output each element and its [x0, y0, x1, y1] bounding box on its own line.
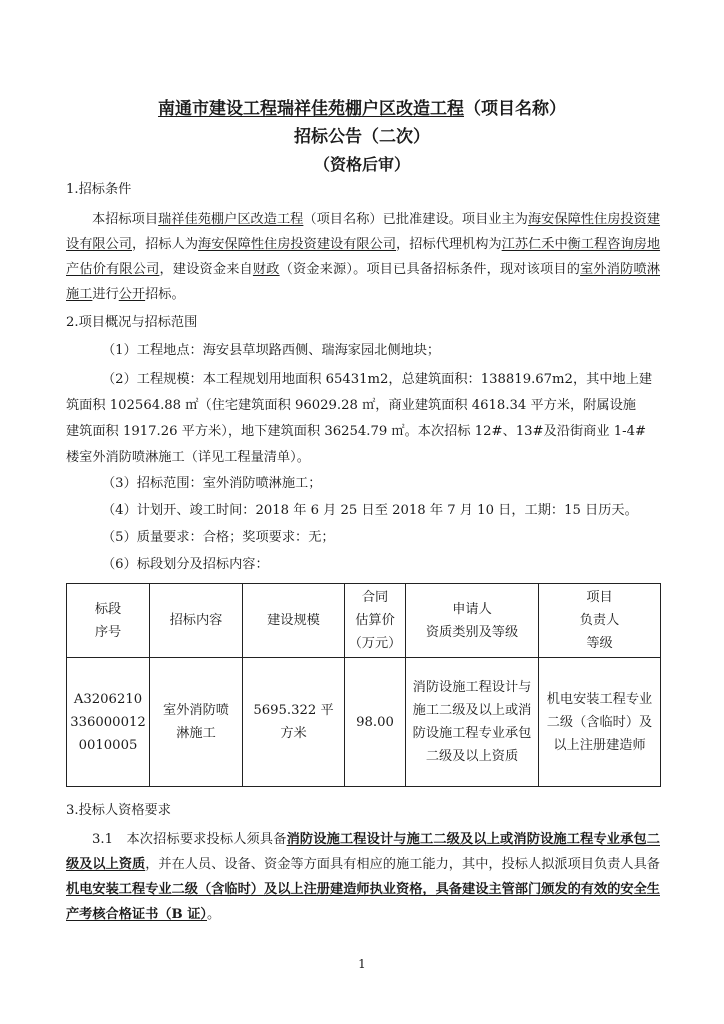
title-block — [0, 95, 724, 181]
header-text: 标段 — [94, 601, 122, 617]
s1-method: 公开 — [118, 287, 146, 302]
cell-scale: 5695.322 平方米 — [243, 658, 345, 787]
header-text: 资质类别及等级 — [425, 624, 519, 640]
s1-owner: 海安保障性住房投资建设有限公司 — [66, 212, 661, 252]
s3-qualification: 消防设施工程设计与施工二级及以上或消防设施工程专业承包二级及以上资质 — [66, 832, 660, 872]
header-applicant — [406, 584, 539, 658]
header-text: 序号 — [94, 624, 122, 640]
s1-text: ，建设资金来自 — [159, 262, 253, 277]
cell-applicant: 消防设施工程设计与施工二级及以上或消防设施工程专业承包二级及以上资质 — [406, 658, 539, 787]
section3-heading: 3.投标人资格要求 — [66, 803, 171, 818]
review-mode: （资格后审） — [313, 155, 410, 174]
s1-scope: 室外消防喷淋施工 — [66, 262, 661, 302]
header-text: （万元） — [348, 636, 402, 651]
header-text: 项目 — [586, 590, 613, 605]
project-scale-line-4: 楼室外消防喷淋施工（详见工程量清单）。 — [66, 450, 310, 465]
cell-content: 室外消防喷淋施工 — [150, 658, 243, 787]
s3-text: ，并在人员、设备、资金等方面具有相应的施工能力，其中，投标人拟派项目负责人具备 — [145, 857, 660, 872]
cell-manager: 机电安装工程专业二级（含临时）及以上注册建造师 — [539, 658, 661, 787]
quality-requirement: （5）质量要求：合格；奖项要求：无； — [102, 530, 335, 545]
table-header-row — [67, 584, 661, 658]
s1-fund: 财政 — [252, 262, 280, 277]
s1-project: 瑞祥佳苑棚户区改造工程 — [158, 212, 304, 227]
s1-text: ，招标代理机构为 — [396, 237, 502, 252]
header-text: 估算价 — [355, 613, 395, 628]
header-text: 申请人 — [452, 601, 492, 617]
page-title — [0, 95, 724, 123]
header-scale: 建设规模 — [243, 584, 345, 658]
announcement-title: 招标公告（二次） — [294, 127, 430, 147]
s1-tenderer: 海安保障性住房投资建设有限公司 — [198, 237, 397, 252]
s1-text: ，招标人为 — [132, 237, 199, 252]
header-manager — [539, 584, 661, 658]
header-price — [345, 584, 406, 658]
cell-lot-no: A32062103360000120010005 — [67, 658, 150, 787]
header-text: 负责人 — [579, 613, 620, 628]
page-number: 1 — [358, 957, 366, 971]
bid-lots-table — [66, 583, 661, 787]
s1-text: 进行 — [92, 287, 119, 302]
header-text: 合同 — [361, 590, 389, 605]
section1-paragraph — [66, 207, 660, 307]
s1-text: （项目名称）已批准建设。项目业主为 — [303, 212, 528, 227]
header-lot-no — [67, 584, 150, 658]
s1-text: （资金来源）。项目已具备招标条件，现对该项目的 — [279, 262, 581, 277]
s3-text: 3.1 本次招标要求投标人须具备 — [92, 832, 287, 847]
schedule: （4）计划开、竣工时间：2018 年 6 月 25 日至 2018 年 7 月 10 日，工期：15 日历天。 — [102, 503, 638, 518]
project-name-title: 南通市建设工程瑞祥佳苑棚户区改造工程 — [158, 99, 464, 119]
project-scale-line-2: 筑面积 102564.88 ㎡（住宅建筑面积 96029.28 ㎡，商业建筑面积 4618.34 平方米，附属设施 — [66, 398, 636, 413]
lots-intro: （6）标段划分及招标内容： — [102, 557, 269, 572]
section3-paragraph — [66, 827, 660, 927]
section1-heading: 1.招标条件 — [66, 182, 132, 197]
s3-certification: 机电安装工程专业二级（含临时）及以上注册建造师执业资格，具备建设主管部门颁发的有效的安全生产考核合格证书（B 证） — [66, 882, 660, 922]
project-scale-line-3: 建筑面积 1917.26 平方米），地下建筑面积 36254.79 ㎡。本次招标 12#、13#及沿街商业 1-4# — [66, 424, 647, 439]
table-row — [67, 658, 661, 787]
bid-scope: （3）招标范围：室外消防喷淋施工； — [102, 476, 322, 491]
s3-text: 。 — [207, 907, 221, 922]
s1-text: 招标。 — [145, 287, 185, 302]
project-name-note: （项目名称） — [464, 99, 566, 119]
cell-price: 98.00 — [345, 658, 406, 787]
section2-heading: 2.项目概况与招标范围 — [66, 315, 198, 330]
s1-agency: 江苏仁禾中衡工程咨询房地产估价有限公司 — [66, 237, 661, 277]
header-text: 等级 — [586, 636, 613, 651]
project-location: （1）工程地点：海安县草坝路西侧、瑞海家园北侧地块； — [102, 343, 441, 358]
project-scale-line-1: （2）工程规模：本工程规划用地面积 65431m2，总建筑面积：138819.67m2，其中地上建 — [102, 372, 653, 387]
s1-text: 本招标项目 — [92, 212, 159, 227]
header-content: 招标内容 — [150, 584, 243, 658]
